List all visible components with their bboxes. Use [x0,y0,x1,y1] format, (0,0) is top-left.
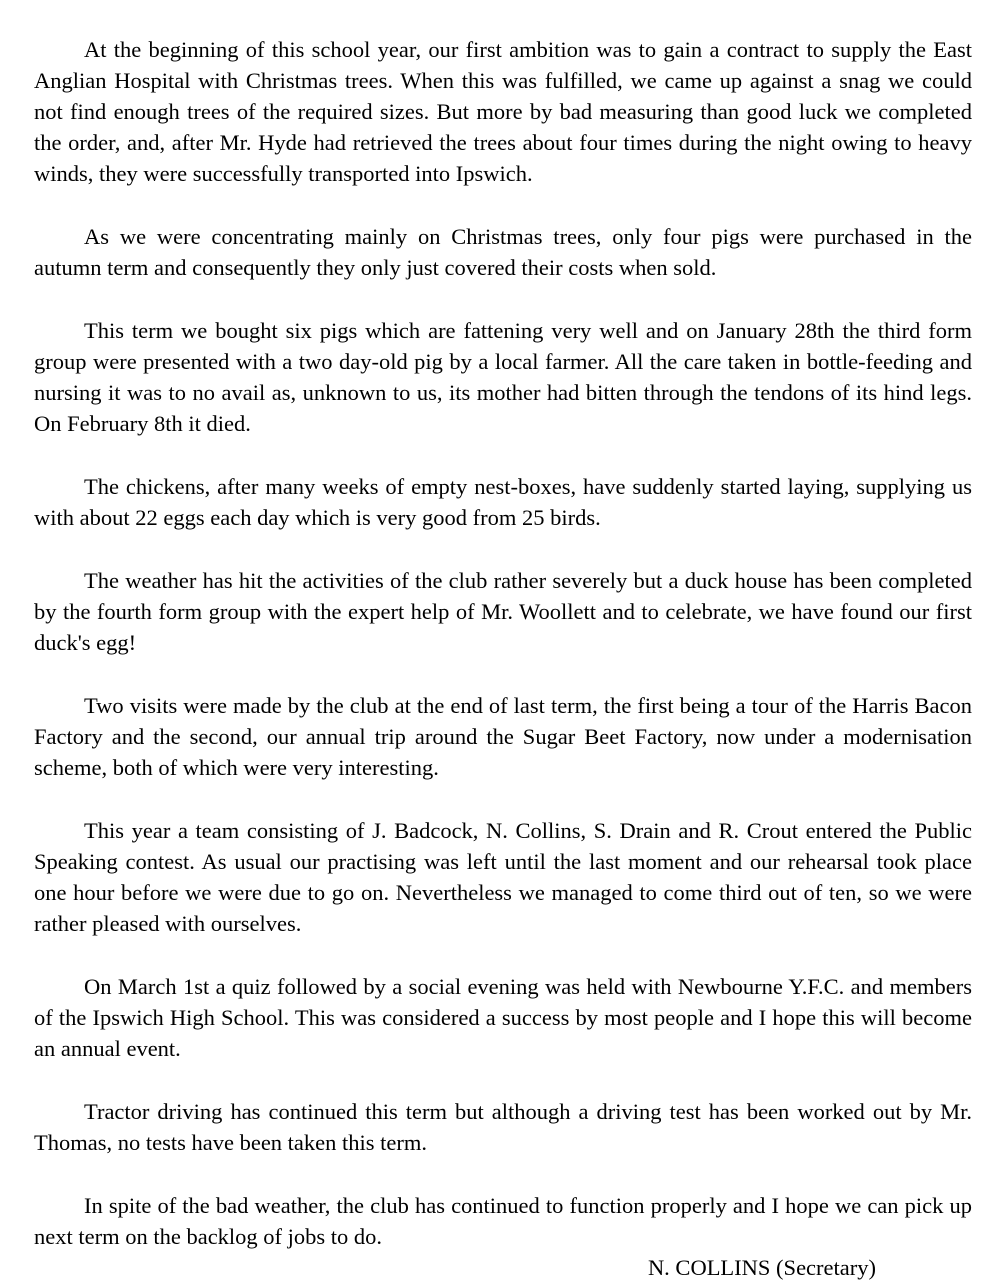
paragraph-closing: In spite of the bad weather, the club has continued to function properly and I hope we can pick up next term on the backlog of jobs to do. [34,1193,972,1249]
paragraph-chickens: The chickens, after many weeks of empty nest-boxes, have suddenly started laying, supplying us with about 22 eggs each day which is very good from 25 birds. [34,474,972,530]
paragraph-piglet: This term we bought six pigs which are fattening very well and on January 28th the third form group were presented with a two day-old pig by a local farmer. All the care taken in bottle-feeding and nursing it was to no avail as, unknown to us, its mother had bitten through the tendons of its hind legs. On February 8th it died. [34,318,972,436]
paragraph-quiz-evening: On March 1st a quiz followed by a social evening was held with Newbourne Y.F.C. and members of the Ipswich High School. This was considered a success by most people and I hope this will become an annual event. [34,974,972,1061]
paragraph-public-speaking: This year a team consisting of J. Badcock, N. Collins, S. Drain and R. Crout entered the Public Speaking contest. As usual our practising was left until the last moment and our rehearsal took place one hour before we were due to go on. Nevertheless we managed to come third out of ten, so we were rather pleased with ourselves. [34,818,972,936]
signature: N. COLLINS (Secretary) [647,1255,876,1280]
paragraph-tractor-driving: Tractor driving has continued this term but although a driving test has been worked out by Mr. Thomas, no tests have been taken this term. [34,1099,972,1155]
paragraph-factory-visits: Two visits were made by the club at the end of last term, the first being a tour of the Harris Bacon Factory and the second, our annual trip around the Sugar Beet Factory, now under a modernisation scheme, both of which were very interesting. [34,693,972,780]
paragraph-duck-house: The weather has hit the activities of the club rather severely but a duck house has been completed by the fourth form group with the expert help of Mr. Woollett and to celebrate, we have found our first duck's egg! [34,568,972,655]
paragraph-autumn-pigs: As we were concentrating mainly on Christmas trees, only four pigs were purchased in the autumn term and consequently they only just covered their costs when sold. [34,224,972,280]
paragraph-christmas-trees-contract: At the beginning of this school year, our first ambition was to gain a contract to supply the East Anglian Hospital with Christmas trees. When this was fulfilled, we came up against a snag we could not find enough trees of the required sizes. But more by bad measuring than good luck we completed the order, and, after Mr. Hyde had retrieved the trees about four times during the night owing to heavy winds, they were successfully transported into Ipswich. [34,37,972,186]
